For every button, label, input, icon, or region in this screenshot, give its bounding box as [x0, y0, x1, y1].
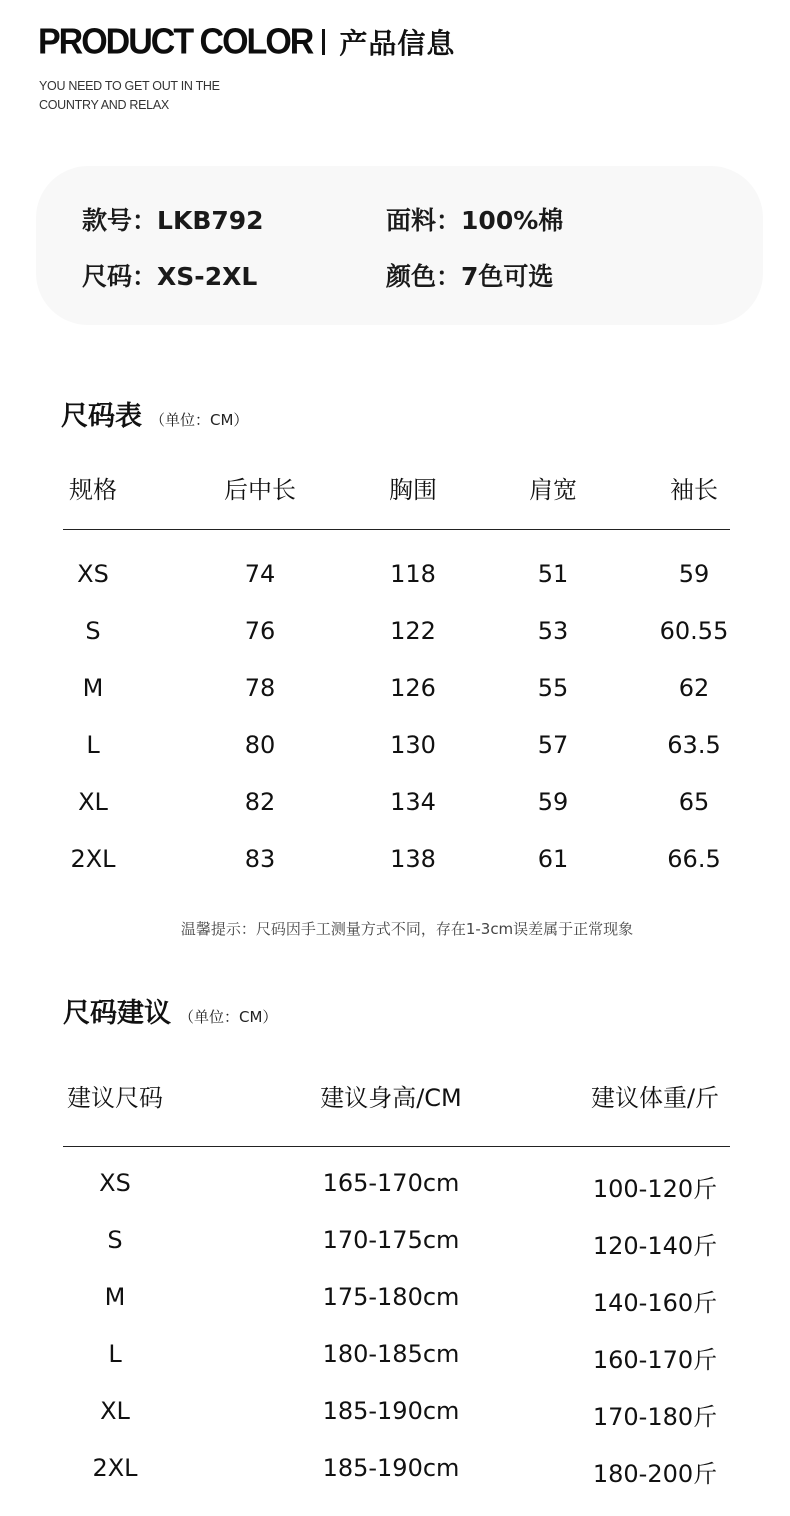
table-cell: 63.5	[667, 731, 721, 759]
table-cell: 130	[390, 731, 436, 759]
subtitle-line-2: COUNTRY AND RELAX	[39, 98, 169, 112]
table-cell: 57	[537, 731, 569, 759]
table-cell: 78	[244, 674, 276, 702]
size-chart-heading: 尺码表	[61, 401, 142, 432]
table-cell: 55	[537, 674, 569, 702]
table-cell: 126	[390, 674, 436, 702]
table-cell: 180-185cm	[322, 1340, 460, 1368]
recommend-unit: （单位：CM）	[179, 1008, 278, 1026]
table-cell: 59	[678, 560, 710, 588]
table-cell: 170-175cm	[322, 1226, 460, 1254]
table-cell: 122	[390, 617, 436, 645]
subtitle	[39, 77, 259, 115]
table-cell: L	[108, 1340, 122, 1368]
table-cell: 165-170cm	[322, 1169, 460, 1197]
column-header: 建议体重/斤	[590, 1084, 720, 1112]
size-range-label: 尺码 ：	[82, 262, 157, 291]
column-header: 袖长	[670, 476, 718, 504]
fabric-label: 面料 ：	[386, 206, 461, 235]
recommend-heading: 尺码建议	[63, 998, 171, 1029]
measurement-note: 温馨提示：尺码因手工测量方式不同，存在1-3cm误差属于正常现象	[180, 920, 634, 938]
table-cell: 180-200斤	[592, 1460, 718, 1488]
color-options	[386, 257, 553, 293]
table-cell: 185-190cm	[322, 1397, 460, 1425]
table-cell: 160-170斤	[592, 1346, 718, 1374]
style-number-label: 款号 ：	[82, 206, 157, 235]
table-cell: 118	[390, 560, 436, 588]
column-header: 胸围	[389, 476, 437, 504]
fabric	[386, 201, 563, 237]
table-cell: XS	[77, 560, 109, 588]
title-chinese: 产品信息	[339, 27, 456, 60]
table-cell: 2XL	[70, 845, 116, 873]
column-header: 肩宽	[529, 476, 577, 504]
table-cell: XS	[99, 1169, 131, 1197]
table-cell: 76	[244, 617, 276, 645]
table-cell: XL	[78, 788, 108, 816]
table-cell: 100-120斤	[592, 1175, 718, 1203]
table-cell: 120-140斤	[592, 1232, 718, 1260]
table-cell: 185-190cm	[322, 1454, 460, 1482]
style-number-value: LKB792	[157, 206, 264, 235]
table-cell: 74	[244, 560, 276, 588]
column-header: 建议身高/CM	[320, 1084, 462, 1112]
fabric-value: 100%棉	[461, 206, 564, 235]
header-divider	[63, 1146, 730, 1147]
table-cell: 51	[537, 560, 569, 588]
table-cell: 61	[537, 845, 569, 873]
table-cell: 53	[537, 617, 569, 645]
table-cell: 170-180斤	[592, 1403, 718, 1431]
table-cell: 62	[678, 674, 710, 702]
style-number	[82, 201, 264, 237]
size-range-value: XS-2XL	[157, 262, 258, 291]
color-options-value: 7色可选	[461, 262, 554, 291]
table-cell: 2XL	[92, 1454, 138, 1482]
size-range	[82, 257, 257, 293]
table-cell: 83	[244, 845, 276, 873]
column-header: 建议尺码	[67, 1084, 163, 1112]
table-cell: L	[86, 731, 100, 759]
table-cell: M	[104, 1283, 126, 1311]
table-cell: S	[85, 617, 101, 645]
table-cell: 65	[678, 788, 710, 816]
table-cell: XL	[100, 1397, 130, 1425]
header-divider	[63, 529, 730, 530]
size-chart-title	[61, 394, 248, 433]
page-header	[38, 22, 455, 62]
table-cell: 82	[244, 788, 276, 816]
title-english: PRODUCT COLOR	[38, 21, 313, 62]
subtitle-line-1: YOU NEED TO GET OUT IN THE	[39, 79, 220, 93]
column-header: 规格	[69, 476, 117, 504]
table-cell: 175-180cm	[322, 1283, 460, 1311]
title-divider	[322, 29, 325, 55]
table-cell: 138	[390, 845, 436, 873]
table-cell: 66.5	[667, 845, 721, 873]
table-cell: 80	[244, 731, 276, 759]
table-cell: 60.55	[659, 617, 729, 645]
product-info-card	[36, 166, 763, 325]
column-header: 后中长	[224, 476, 296, 504]
table-cell: 134	[390, 788, 436, 816]
recommend-title	[63, 991, 277, 1030]
size-chart-unit: （单位：CM）	[150, 411, 249, 429]
table-cell: 59	[537, 788, 569, 816]
table-cell: S	[107, 1226, 123, 1254]
table-cell: M	[82, 674, 104, 702]
table-cell: 140-160斤	[592, 1289, 718, 1317]
color-options-label: 颜色 ：	[386, 262, 461, 291]
